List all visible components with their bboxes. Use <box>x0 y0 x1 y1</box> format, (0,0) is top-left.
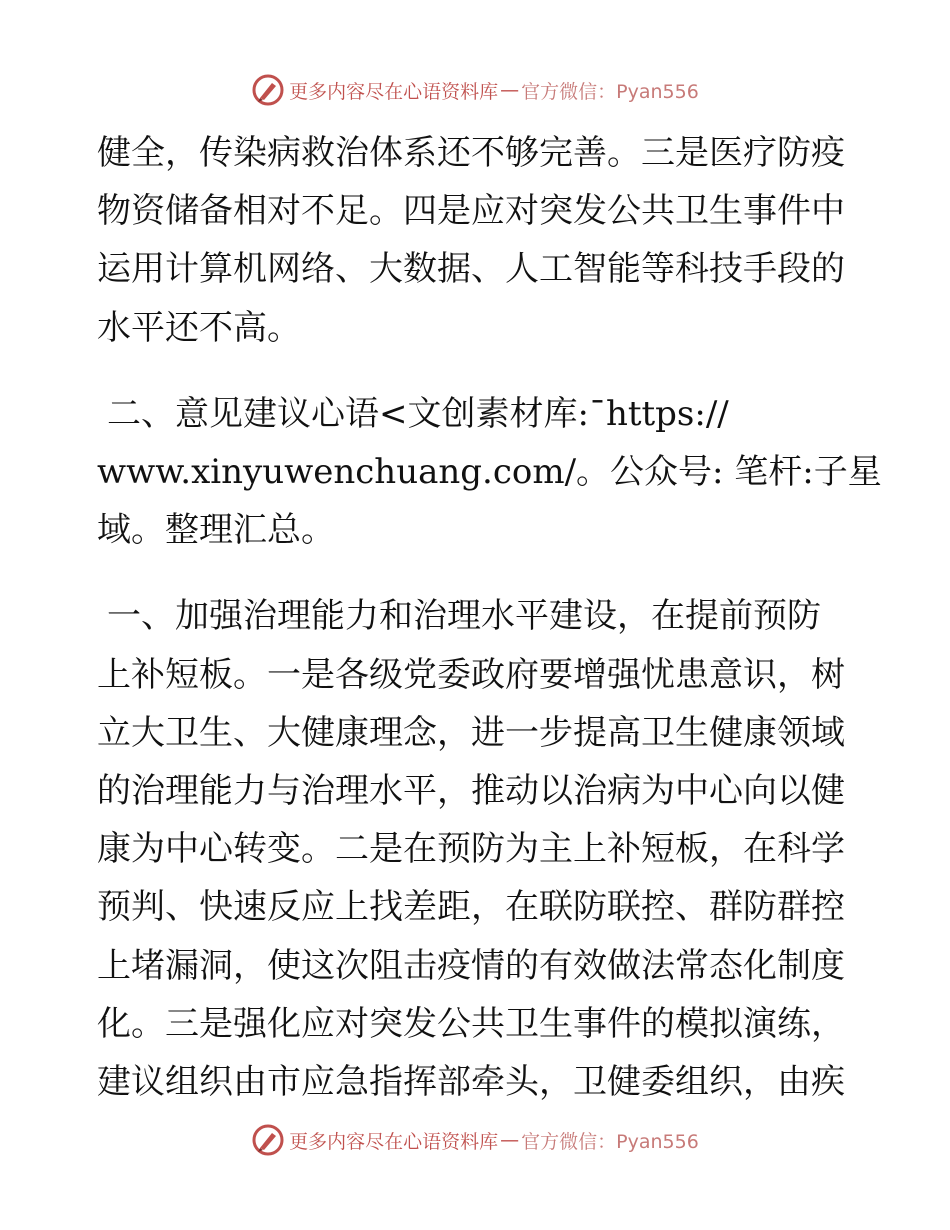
text-line: 运用计算机网络、大数据、人工智能等科技手段的 <box>97 249 845 290</box>
banner-text: 更多内容尽在心语资料库 <box>289 1130 499 1153</box>
text-line: 的治理能力与治理水平，推动以治病为中心向以健 <box>97 771 845 812</box>
paragraph-1 <box>97 124 857 357</box>
text-line: 立大卫生、大健康理念，进一步提高卫生健康领域 <box>97 712 845 753</box>
banner-text: 更多内容尽在心语资料库 <box>289 80 499 103</box>
header-banner <box>0 70 950 110</box>
text-line: 建议组织由市应急指挥部牵头，卫健委组织，由疾 <box>97 1062 845 1103</box>
paragraph-3 <box>97 587 857 1111</box>
text-line: 健全，传染病救治体系还不够完善。三是医疗防疫 <box>97 133 845 173</box>
text-line: 物资储备相对不足。四是应对突发公共卫生事件中 <box>97 191 845 232</box>
section-heading-line: 一、加强治理能力和治理水平建设，在提前预防 <box>107 596 821 637</box>
text-line: 水平还不高。 <box>97 307 301 348</box>
banner-contact: 官方微信：Pyan556 <box>521 1130 699 1153</box>
banner-contact: 官方微信：Pyan556 <box>521 80 699 103</box>
section-heading-line: 二、意见建议心语<文创素材库:¯https:// <box>107 393 729 434</box>
banner-separator: — <box>500 79 520 101</box>
text-line: 康为中心转变。二是在预防为主上补短板，在科学 <box>97 829 845 870</box>
text-line: 域。整理汇总。 <box>97 510 335 551</box>
pen-logo-icon <box>251 1123 285 1157</box>
pen-logo-icon <box>251 73 285 107</box>
text-line: 化。三是强化应对突发公共卫生事件的模拟演练， <box>97 1003 845 1044</box>
banner-separator: — <box>500 1129 520 1151</box>
footer-banner <box>0 1120 950 1160</box>
text-line: 预判、快速反应上找差距，在联防联控、群防群控 <box>97 887 845 928</box>
text-line: 上补短板。一是各级党委政府要增强忧患意识，树 <box>97 654 845 695</box>
document-body <box>97 124 882 1111</box>
text-line: 上堵漏洞，使这次阻击疫情的有效做法常态化制度 <box>97 945 845 986</box>
paragraph-2 <box>97 385 882 560</box>
text-line: www.xinyuwenchuang.com/。公众号: 笔杆:子星 <box>97 452 882 493</box>
